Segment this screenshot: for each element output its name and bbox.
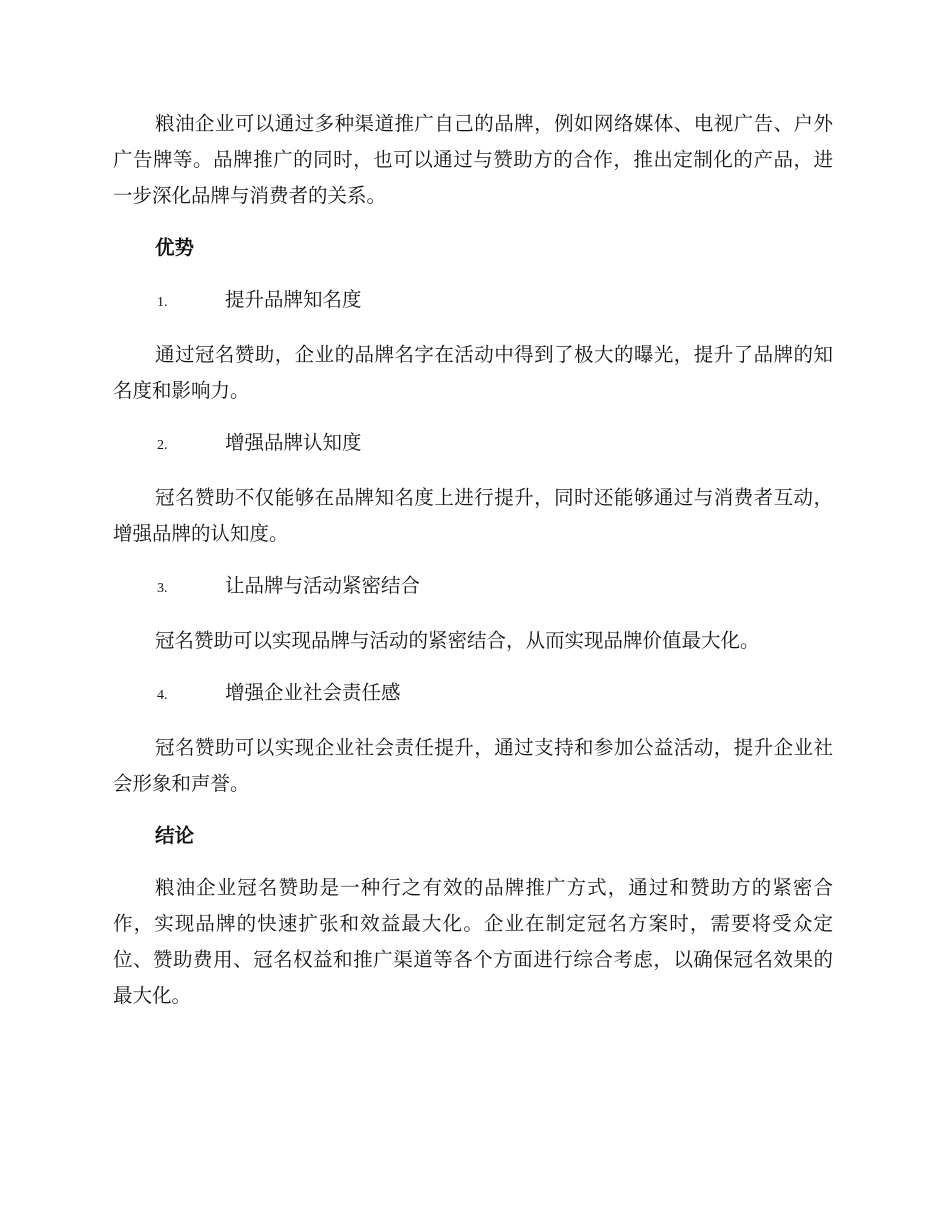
list-item-body: 冠名赞助可以实现企业社会责任提升，通过支持和参加公益活动，提升企业社会形象和声誉。: [113, 736, 833, 795]
document-body: [113, 106, 833, 1014]
list-item: [113, 282, 833, 321]
list-number: 1.: [157, 295, 168, 310]
list-number: 2.: [157, 438, 168, 453]
section-heading-conclusion: 结论: [155, 824, 195, 847]
list-item-body: 通过冠名赞助，企业的品牌名字在活动中得到了极大的曝光，提升了品牌的知名度和影响力。: [113, 343, 833, 402]
list-item: [113, 675, 833, 714]
list-number: 3.: [157, 581, 168, 596]
list-number: 4.: [157, 688, 168, 703]
list-item-title: 提升品牌知名度: [225, 288, 362, 311]
list-item-body: 冠名赞助可以实现品牌与活动的紧密结合，从而实现品牌价值最大化。: [155, 629, 760, 652]
intro-paragraph: 粮油企业可以通过多种渠道推广自己的品牌，例如网络媒体、电视广告、户外广告牌等。品牌推广的同时，也可以通过与赞助方的合作，推出定制化的产品，进一步深化品牌与消费者的关系。: [113, 112, 833, 207]
list-item-title: 让品牌与活动紧密结合: [225, 574, 421, 597]
section-heading-advantages: 优势: [155, 236, 195, 259]
list-item: [113, 568, 833, 607]
list-item-body: 冠名赞助不仅能够在品牌知名度上进行提升，同时还能够通过与消费者互动，增强品牌的认知度。: [113, 486, 833, 545]
conclusion-paragraph: 粮油企业冠名赞助是一种行之有效的品牌推广方式，通过和赞助方的紧密合作，实现品牌的快速扩张和效益最大化。企业在制定冠名方案时，需要将受众定位、赞助费用、冠名权益和推广渠道等各个方面进行综合考虑，以确保冠名效果的最大化。: [113, 876, 833, 1007]
list-item-title: 增强品牌认知度: [225, 431, 362, 454]
list-item-title: 增强企业社会责任感: [225, 681, 401, 704]
list-item: [113, 425, 833, 464]
